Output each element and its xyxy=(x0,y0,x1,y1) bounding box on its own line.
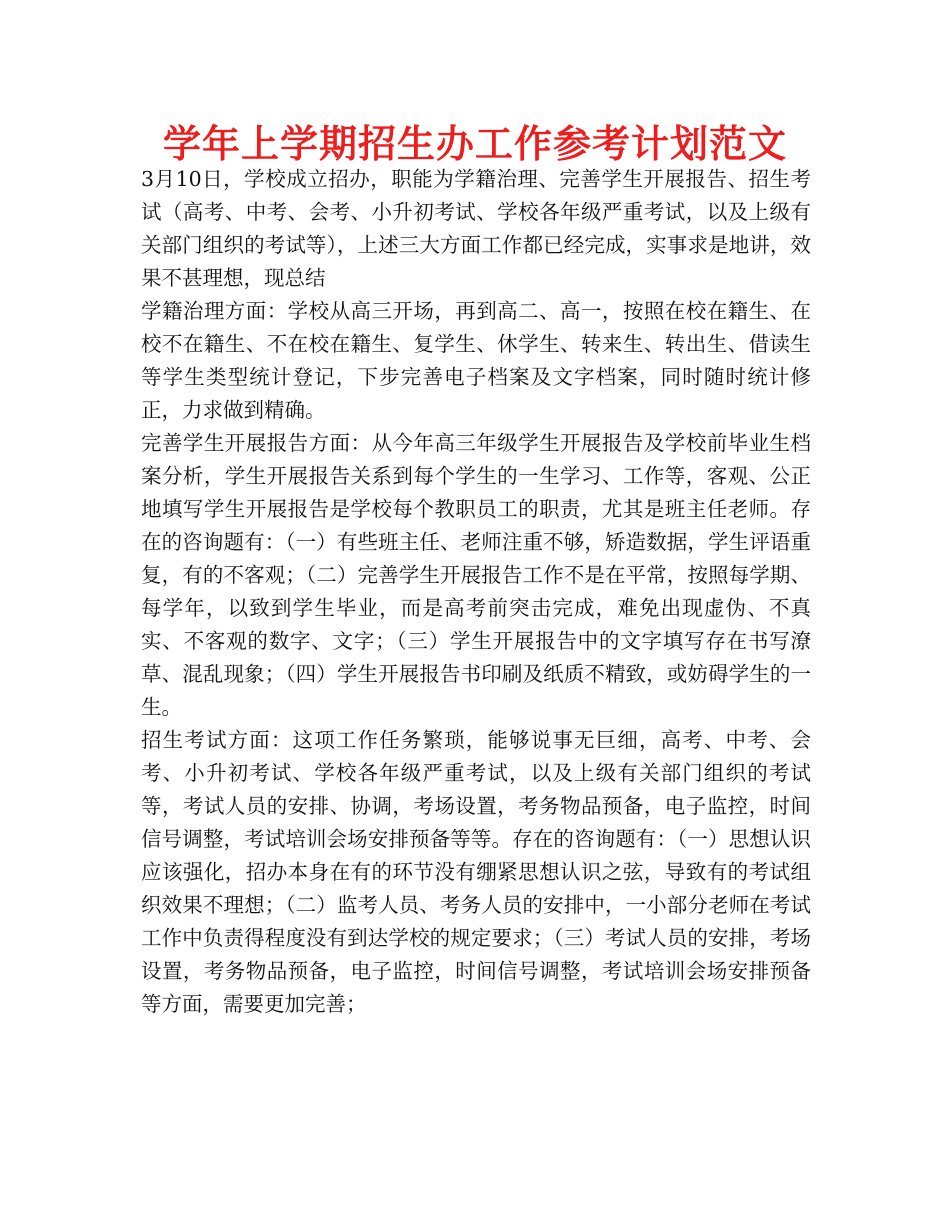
paragraph-student-records: 学籍治理方面：学校从高三开场，再到高二、高一，按照在校在籍生、在校不在籍生、不在校在籍生、复学生、休学生、转来生、转出生、借读生等学生类型统计登记，下步完善电子档案及文字档案，同时随时统计修正，力求做到精确。 xyxy=(141,299,811,422)
paragraph-admission-exams: 招生考试方面：这项工作任务繁琐，能够说事无巨细，高考、中考、会考、小升初考试、学校各年级严重考试，以及上级有关部门组织的考试等，考试人员的安排、协调，考场设置，考务物品预备，电子监控，时间信号调整，考试培训会场安排预备等等。存在的咨询题有：（一）思想认识应该强化，招办本身在有的环节没有绷紧思想认识之弦，导致有的考试组织效果不理想；（二）监考人员、考务人员的安排中，一小部分老师在考试工作中负责得程度没有到达学校的规定要求；（三）考试人员的安排，考场设置，考务物品预备，电子监控，时间信号调整，考试培训会场安排预备等方面，需要更加完善； xyxy=(141,728,811,1016)
paragraph-intro: 3月10日，学校成立招办，职能为学籍治理、完善学生开展报告、招生考试（高考、中考、会考、小升初考试、学校各年级严重考试，以及上级有关部门组织的考试等），上述三大方面工作都已经完成，实事求是地讲，效果不甚理想，现总结 xyxy=(141,167,811,290)
paragraph-development-report: 完善学生开展报告方面：从今年高三年级学生开展报告及学校前毕业生档案分析，学生开展报告关系到每个学生的一生学习、工作等，客观、公正地填写学生开展报告是学校每个教职员工的职责，尤其是班主任老师。存在的咨询题有：（一）有些班主任、老师注重不够，矫造数据，学生评语重复，有的不客观；（二）完善学生开展报告工作不是在平常，按照每学期、每学年，以致到学生毕业，而是高考前突击完成，难免出现虚伪、不真实、不客观的数字、文字；（三）学生开展报告中的文字填写存在书写潦草、混乱现象；（四）学生开展报告书印刷及纸质不精致，或妨碍学生的一生。 xyxy=(141,431,811,719)
document-body xyxy=(141,163,811,1021)
document-title: 学年上学期招生办工作参考计划范文 xyxy=(162,122,787,166)
